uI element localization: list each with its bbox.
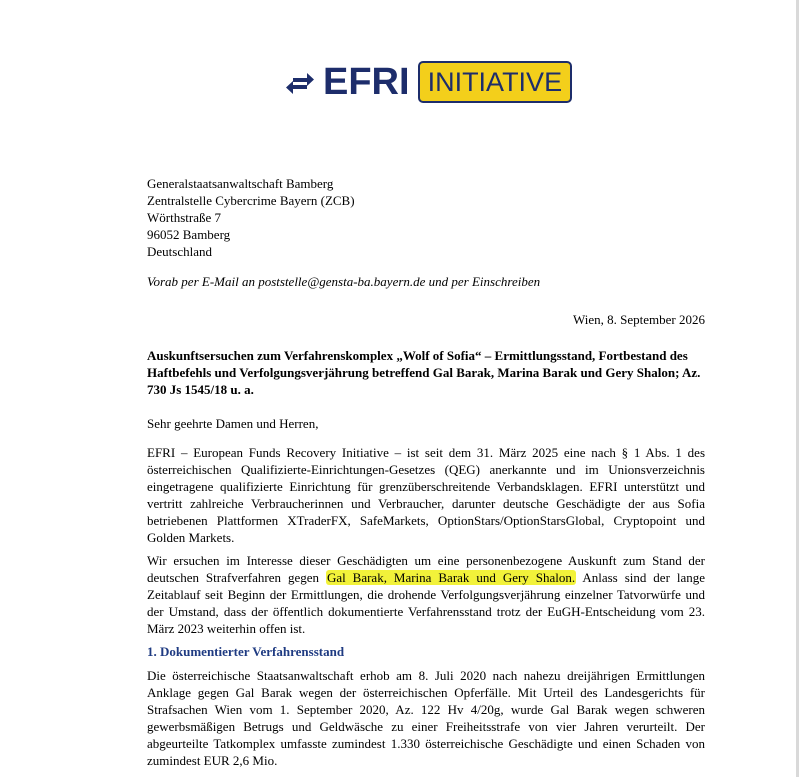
subject-line: Auskunftsersuchen zum Verfahrenskomplex „Wolf of Sofia“ – Ermittlungsstand, Fortbestand des Haftbefehls und Verfolgungsverjährung betreffend Gal Barak, Marina Barak und Gery Shalon; Az. 730 Js 1545/18 u. a.	[147, 348, 701, 397]
recipient-line-1: Generalstaatsanwaltschaft Bamberg	[147, 176, 334, 191]
highlighted-names: Gal Barak, Marina Barak und Gery Shalon.	[326, 570, 576, 585]
recipient-line-2: Zentralstelle Cybercrime Bayern (ZCB)	[147, 193, 355, 208]
paragraph-request-before: Wir ersuchen im Interesse dieser Geschädigten um eine personenbezogene Auskunft zum Stand der deutschen Strafverfahren gegen	[147, 553, 705, 585]
paragraph-section-1: Die österreichische Staatsanwaltschaft erhob am 8. Juli 2020 nach nahezu dreijährigen Ermittlungen Anklage gegen Gal Barak wegen der österreichischen Opferfälle. Mit Urteil des Landesgerichts für Strafsachen Wien vom 1. September 2020, Az. 122 Hv 4/20g, wurde Gal Barak wegen schweren gewerbsmäßigen Betrugs und Geldwäsche zu einer Freiheitsstrafe von vier Jahren verurteilt. Der abgeurteilte Tatkomplex umfasste zumindest 1.330 österreichische Geschädigte und einen Schaden von zumindest EUR 2,6 Mio.	[147, 668, 705, 768]
logo-efri-text: EFRI	[323, 61, 410, 103]
salutation: Sehr geehrte Damen und Herren,	[147, 416, 319, 431]
logo-initiative-box	[418, 61, 573, 103]
swap-arrows-icon	[283, 65, 317, 99]
section-heading-1: 1. Dokumentierter Verfahrensstand	[147, 644, 345, 659]
recipient-line-4: 96052 Bamberg	[147, 227, 231, 242]
logo-initiative-text: INITIATIVE	[427, 67, 563, 97]
paragraph-request-after: Anlass sind der lange Zeitablauf seit Beginn der Ermittlungen, die drohende Verfolgungsverjährung einzelner Tatvorwürfe und der Umstand, dass der öffentlich dokumentierte Verfahrensstand trotz der EuGH-Entscheidung vom 23. März 2023 weiterhin offen ist.	[147, 570, 706, 636]
delivery-note: Vorab per E-Mail an poststelle@gensta-ba.bayern.de und per Einschreiben	[147, 274, 541, 289]
recipient-line-3: Wörthstraße 7	[147, 210, 222, 225]
paragraph-intro: EFRI – European Funds Recovery Initiative – ist seit dem 31. März 2025 eine nach § 1 Abs. 1 des österreichischen Qualifizierte-Einrichtungen-Gesetzes (QEG) anerkannte und im Unionsverzeichnis eingetragene qualifizierte Einrichtung für grenzüberschreitende Verbandsklagen. EFRI unterstützt und vertritt zahlreiche Verbraucherinnen und Verbraucher, darunter deutsche Geschädigte der aus Sofia betriebenen Plattformen XTraderFX, SafeMarkets, OptionStars/OptionStarsGlobal, Cryptopoint und Golden Markets.	[147, 445, 705, 545]
letter-date: Wien, 8. September 2026	[573, 312, 705, 327]
recipient-line-5: Deutschland	[147, 244, 212, 259]
paragraph-request	[147, 552, 705, 637]
efri-logo	[283, 61, 572, 103]
